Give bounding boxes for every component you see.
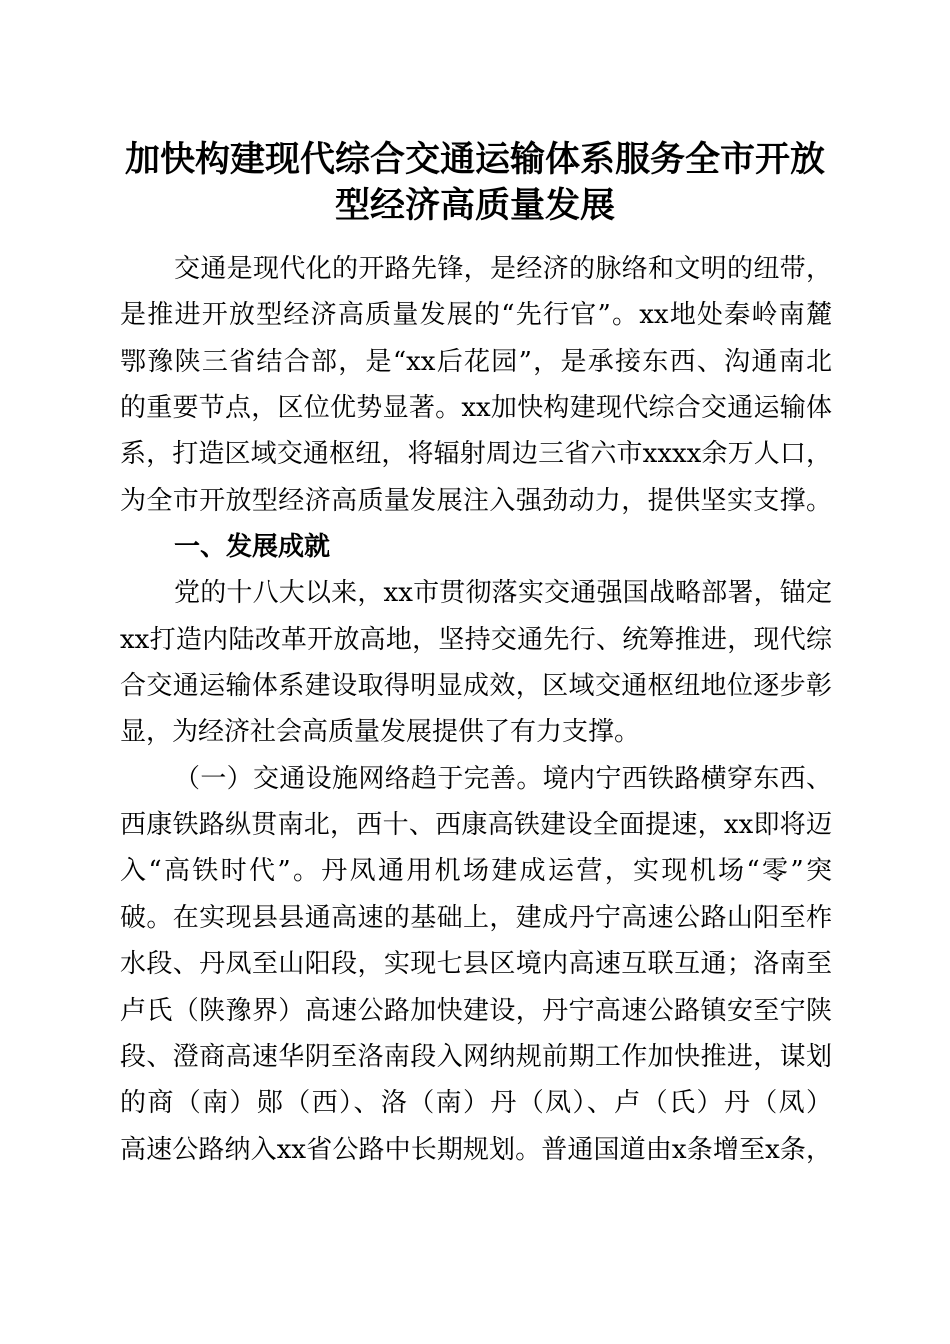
text-line: xx打造内陆改革开放高地，坚持交通先行、统筹推进，现代综	[120, 624, 832, 655]
text-line: 破。在实现县县通高速的基础上，建成丹宁高速公路山阳至柞	[120, 902, 832, 933]
text-line: 西康铁路纵贯南北，西十、西康高铁建设全面提速，xx即将迈	[120, 810, 832, 841]
document-body	[120, 246, 832, 1173]
text-line: 鄂豫陕三省结合部，是“xx后花园”，是承接东西、沟通南北	[120, 346, 832, 377]
document-title-line-1: 加快构建现代综合交通运输体系服务全市开放	[124, 139, 825, 180]
text-line: 卢氏（陕豫界）高速公路加快建设，丹宁高速公路镇安至宁陕	[120, 995, 832, 1026]
text-line: 水段、丹凤至山阳段，实现七县区境内高速互联互通；洛南至	[120, 949, 832, 980]
text-line: 交通是现代化的开路先锋，是经济的脉络和文明的纽带，	[174, 254, 832, 284]
text-line: 的商（南）郧（西）、洛（南）丹（凤）、卢（氏）丹（凤）	[120, 1088, 832, 1119]
text-line: 党的十八大以来，xx市贯彻落实交通强国战略部署，锚定	[174, 578, 832, 609]
text-line: 高速公路纳入xx省公路中长期规划。普通国道由x条增至x条，	[120, 1134, 832, 1165]
text-line: 是推进开放型经济高质量发展的“先行官”。xx地处秦岭南麓	[120, 300, 832, 331]
text-line: （一）交通设施网络趋于完善。境内宁西铁路横穿东西、	[174, 763, 832, 794]
text-line: 段、澄商高速华阴至洛南段入网纳规前期工作加快推进，谋划	[120, 1041, 832, 1072]
text-line: 的重要节点，区位优势显著。xx加快构建现代综合交通运输体	[120, 393, 832, 424]
text-line: 入“高铁时代”。丹凤通用机场建成运营，实现机场“零”突	[120, 856, 832, 887]
text-line: 显，为经济社会高质量发展提供了有力支撑。	[120, 717, 641, 748]
text-line: 合交通运输体系建设取得明显成效，区域交通枢纽地位逐步彰	[120, 671, 832, 702]
document-title-line-2: 型经济高质量发展	[334, 185, 615, 226]
text-line: 系，打造区域交通枢纽，将辐射周边三省六市xxxx余万人口，	[120, 439, 832, 470]
text-line: 为全市开放型经济高质量发展注入强劲动力，提供坚实支撑。	[120, 485, 832, 516]
section-heading: 一、发展成就	[174, 532, 331, 563]
